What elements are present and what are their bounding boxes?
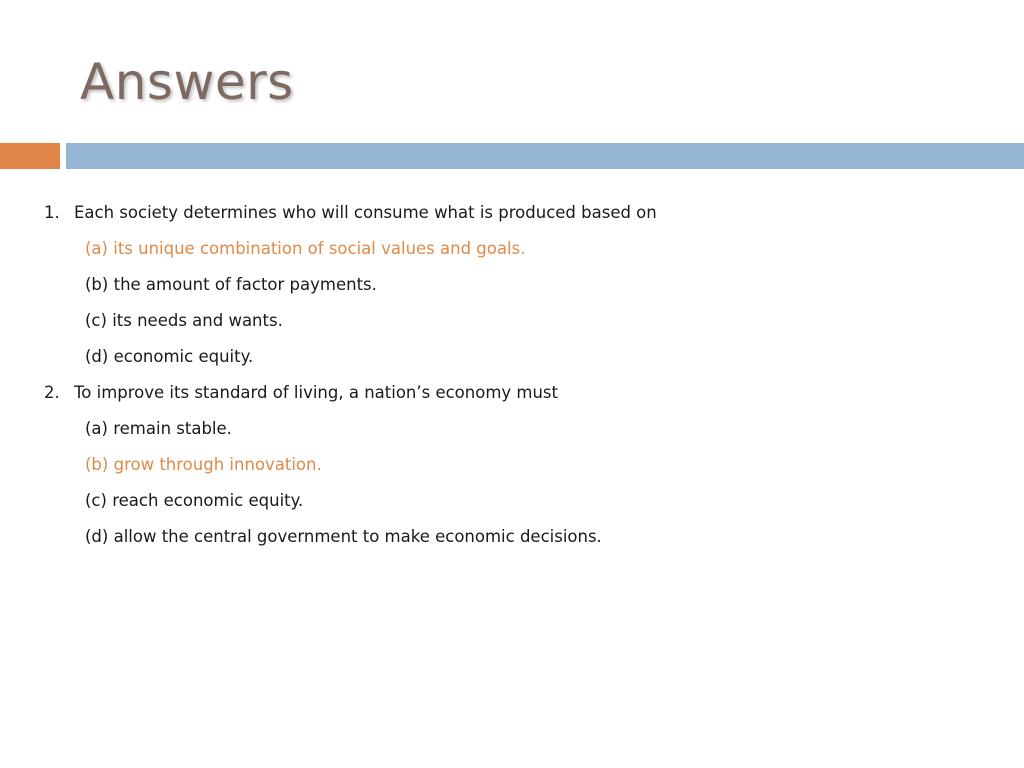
question-1-option-d: (d) economic equity. xyxy=(85,347,254,366)
question-number: 1. xyxy=(44,203,60,222)
question-number: 2. xyxy=(44,383,60,402)
question-2 xyxy=(44,375,1004,411)
question-text: To improve its standard of living, a nation’s economy must xyxy=(74,383,559,402)
slide-title: Answers xyxy=(80,53,294,111)
question-1-option-c: (c) its needs and wants. xyxy=(85,311,283,330)
question-list xyxy=(44,195,1004,555)
question-2-option-d: (d) allow the central government to make economic decisions. xyxy=(85,527,602,546)
question-2-option-c: (c) reach economic equity. xyxy=(85,491,304,510)
accent-bar-blue xyxy=(66,143,1024,169)
accent-bar-orange xyxy=(0,143,60,169)
question-text: Each society determines who will consume what is produced based on xyxy=(74,203,657,222)
question-1-option-a: (a) its unique combination of social values and goals. xyxy=(85,239,526,258)
question-1 xyxy=(44,195,1004,231)
question-2-option-b: (b) grow through innovation. xyxy=(85,455,322,474)
question-1-option-b: (b) the amount of factor payments. xyxy=(85,275,377,294)
question-2-option-a: (a) remain stable. xyxy=(85,419,232,438)
